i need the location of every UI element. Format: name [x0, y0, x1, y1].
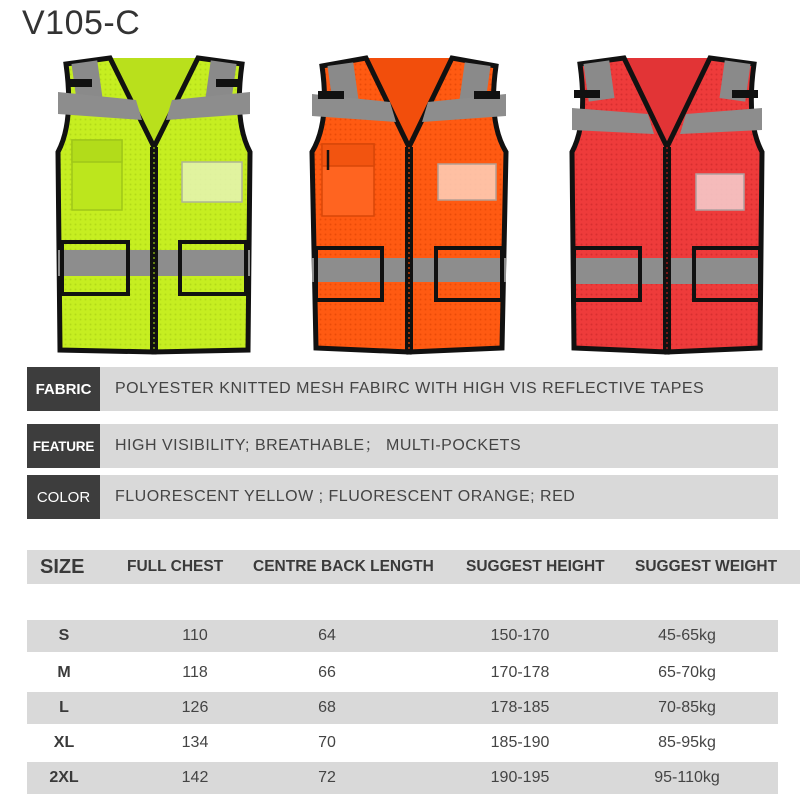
header-centre-back-length: CENTRE BACK LENGTH	[253, 558, 434, 575]
vest-red	[554, 52, 780, 357]
cell-size: 2XL	[49, 769, 79, 786]
spec-label-feature: FEATURE	[27, 424, 100, 468]
vest-fluorescent-orange	[298, 52, 520, 357]
cell-weight: 70-85kg	[658, 699, 716, 716]
size-row-s	[27, 620, 778, 652]
vest-gallery	[0, 52, 800, 362]
cell-chest: 126	[181, 699, 209, 716]
spec-value-fabric: POLYESTER KNITTED MESH FABIRC WITH HIGH VIS REFLECTIVE TAPES	[115, 380, 705, 397]
product-model-code: V105-C	[22, 4, 141, 42]
cell-height: 190-195	[490, 769, 550, 786]
cell-size: XL	[53, 734, 75, 751]
cell-height: 178-185	[490, 699, 550, 716]
cell-chest: 110	[182, 627, 208, 644]
size-row-xl	[27, 727, 778, 759]
cell-size: M	[57, 664, 71, 681]
size-table-header	[27, 550, 800, 584]
spec-value-feature: HIGH VISIBILITY; BREATHABLE； MULTI-POCKETS	[115, 437, 522, 454]
cell-back: 68	[318, 699, 336, 716]
cell-back: 66	[318, 664, 336, 681]
header-size: SIZE	[40, 556, 85, 578]
vest-fluorescent-yellow	[38, 52, 270, 357]
header-suggest-height: SUGGEST HEIGHT	[466, 558, 605, 575]
size-row-m	[27, 657, 778, 689]
cell-height: 170-178	[490, 664, 550, 681]
header-suggest-weight: SUGGEST WEIGHT	[635, 558, 778, 575]
cell-chest: 118	[182, 664, 208, 681]
cell-chest: 142	[181, 769, 209, 786]
cell-weight: 85-95kg	[658, 734, 716, 751]
spec-row-color	[27, 475, 778, 519]
cell-height: 185-190	[490, 734, 550, 751]
cell-back: 72	[318, 769, 336, 786]
cell-height: 150-170	[490, 627, 550, 644]
size-row-2xl	[27, 762, 778, 794]
spec-row-feature	[27, 424, 778, 468]
cell-size: S	[58, 627, 70, 644]
size-row-l	[27, 692, 778, 724]
spec-value-color: FLUORESCENT YELLOW ; FLUORESCENT ORANGE; RED	[115, 488, 576, 505]
cell-back: 70	[318, 734, 336, 751]
cell-weight: 45-65kg	[658, 627, 716, 644]
header-full-chest: FULL CHEST	[127, 558, 224, 575]
cell-weight: 95-110kg	[654, 769, 720, 786]
cell-weight: 65-70kg	[658, 664, 716, 681]
cell-size: L	[59, 699, 69, 716]
spec-label-fabric: FABRIC	[27, 367, 100, 411]
cell-chest: 134	[181, 734, 209, 751]
spec-label-color: COLOR	[27, 475, 100, 519]
cell-back: 64	[318, 627, 336, 644]
spec-row-fabric	[27, 367, 778, 411]
